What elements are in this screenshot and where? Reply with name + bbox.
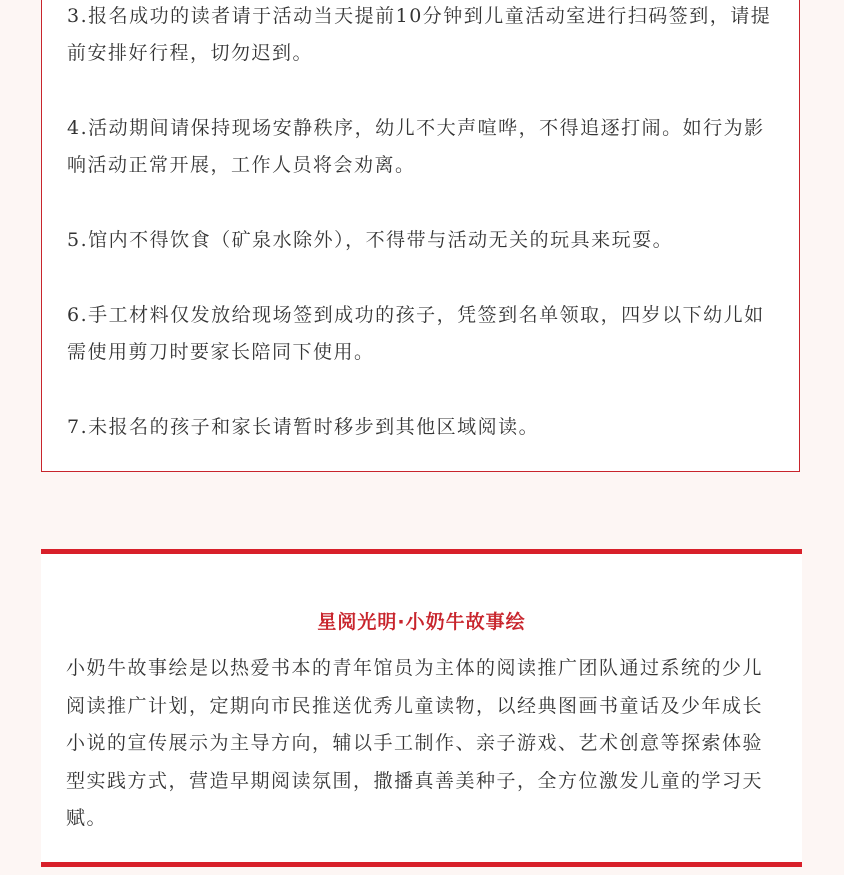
activity-notice-box bbox=[41, 0, 800, 472]
notice-item-4: 4.活动期间请保持现场安静秩序，幼儿不大声喧哗，不得追逐打闹。如行为影响活动正常开展，工作人员将会劝离。 bbox=[67, 117, 765, 176]
notice-item-7: 7.未报名的孩子和家长请暂时移步到其他区域阅读。 bbox=[67, 416, 540, 438]
program-intro-card bbox=[41, 549, 802, 867]
section-title: 星阅光明·小奶牛故事绘 bbox=[317, 611, 526, 633]
notice-item-5: 5.馆内不得饮食（矿泉水除外），不得带与活动无关的玩具来玩耍。 bbox=[67, 229, 674, 251]
notice-item-3: 3.报名成功的读者请于活动当天提前10分钟到儿童活动室进行扫码签到，请提前安排好行程，切勿迟到。 bbox=[67, 5, 772, 64]
intro-paragraph: 小奶牛故事绘是以热爱书本的青年馆员为主体的阅读推广团队通过系统的少儿阅读推广计划，定期向市民推送优秀儿童读物，以经典图画书童话及少年成长小说的宣传展示为主导方向，辅以手工制作、亲子游戏、艺术创意等探索体验型实践方式，营造早期阅读氛围，撒播真善美种子，全方位激发儿童的学习天赋。 bbox=[66, 657, 764, 829]
notice-item-6: 6.手工材料仅发放给现场签到成功的孩子，凭签到名单领取，四岁以下幼儿如需使用剪刀时要家长陪同下使用。 bbox=[67, 304, 765, 363]
